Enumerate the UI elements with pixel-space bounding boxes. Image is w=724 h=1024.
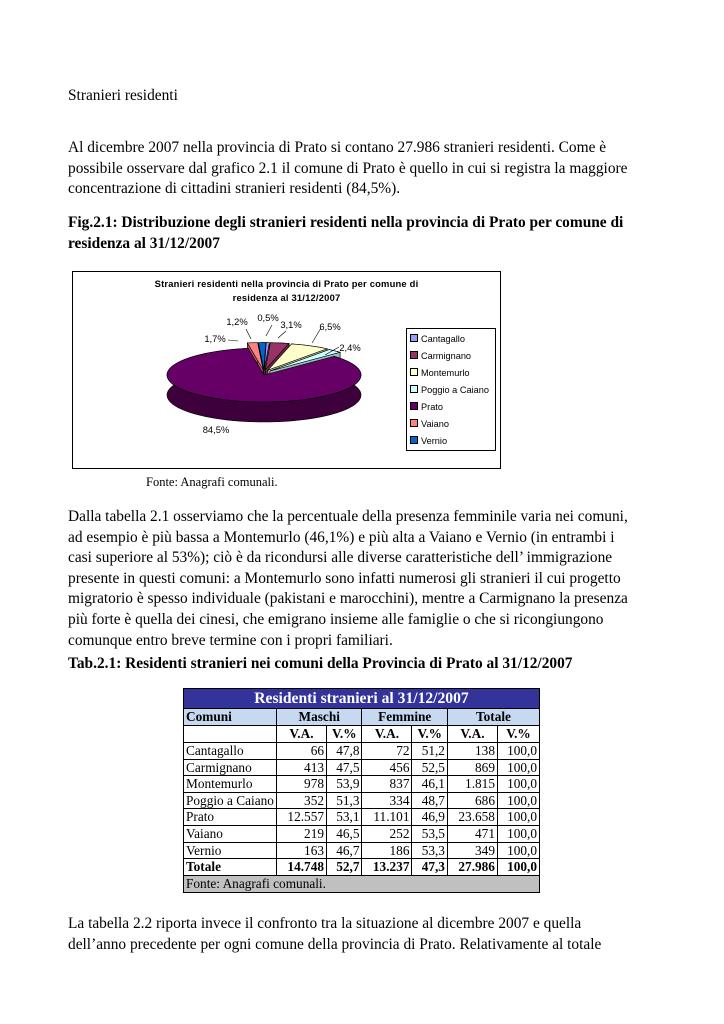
cell-value: 138 <box>447 743 497 760</box>
cell-value: 186 <box>362 842 412 859</box>
cell-value: 11.101 <box>362 809 412 826</box>
legend-label: Poggio a Caiano <box>421 385 489 395</box>
table-caption: Tab.2.1: Residenti stranieri nei comuni della Provincia di Prato al 31/12/2007 <box>68 655 573 672</box>
header-femmine: Femmine <box>362 709 447 726</box>
table-row <box>184 825 540 842</box>
legend-item <box>410 333 465 345</box>
text-line: Dalla tabella 2.1 osserviamo che la percentuale della presenza femminile varia nei comuni, <box>68 508 628 525</box>
table-row <box>184 759 540 776</box>
chart-title-line: Stranieri residenti nella provincia di Prato per comune di <box>154 278 419 289</box>
table-title-row <box>184 689 540 709</box>
header-totale: Totale <box>447 709 539 726</box>
cell-total: 52,7 <box>327 859 362 876</box>
table-source-row <box>184 875 540 892</box>
header-va: V.A. <box>362 726 412 743</box>
legend-item <box>410 418 449 430</box>
cell-total: 47,3 <box>412 859 447 876</box>
cell-value: 686 <box>447 792 497 809</box>
chart-legend <box>406 328 496 451</box>
text-line: presente in questi comuni: a Montemurlo sono infatti numerosi gli stranieri il cui progetto <box>68 569 621 587</box>
cell-comune: Poggio a Caiano <box>184 792 277 809</box>
header-va: V.A. <box>277 726 327 743</box>
table-source: Fonte: Anagrafi comunali. <box>184 875 540 892</box>
cell-value: 72 <box>362 743 412 760</box>
cell-value: 100,0 <box>497 743 539 760</box>
text-line: ad esempio è più bassa a Montemurlo (46,1%) e più alta a Vaiano e Vernio (in entrambi i <box>68 528 615 546</box>
legend-label: Prato <box>421 402 443 412</box>
table-total-row <box>184 859 540 876</box>
cell-value: 53,1 <box>327 809 362 826</box>
residents-table <box>183 688 540 893</box>
cell-value: 100,0 <box>497 792 539 809</box>
cell-value: 53,3 <box>412 842 447 859</box>
cell-value: 869 <box>447 759 497 776</box>
label-leader-line <box>228 340 238 341</box>
cell-value: 53,9 <box>327 776 362 793</box>
cell-value: 12.557 <box>277 809 327 826</box>
cell-value: 51,2 <box>412 743 447 760</box>
cell-value: 51,3 <box>327 792 362 809</box>
cell-comune: Montemurlo <box>184 776 277 793</box>
cell-value: 334 <box>362 792 412 809</box>
legend-swatch <box>410 351 418 359</box>
label-leader-line <box>278 331 286 338</box>
table-row <box>184 776 540 793</box>
text-line: residenza al 31/12/2007 <box>68 234 220 252</box>
cell-value: 252 <box>362 825 412 842</box>
legend-label: Vaiano <box>421 419 449 429</box>
cell-value: 978 <box>277 776 327 793</box>
cell-value: 100,0 <box>497 776 539 793</box>
pie-data-label: 0,5% <box>257 312 279 323</box>
legend-label: Cantagallo <box>421 334 465 344</box>
cell-value: 100,0 <box>497 759 539 776</box>
cell-total: 27.986 <box>447 859 497 876</box>
cell-value: 219 <box>277 825 327 842</box>
header-va: V.A. <box>447 726 497 743</box>
header-vp: V.% <box>412 726 447 743</box>
cell-value: 53,5 <box>412 825 447 842</box>
cell-value: 46,1 <box>412 776 447 793</box>
cell-value: 47,8 <box>327 743 362 760</box>
table-sub-header-row <box>184 726 540 743</box>
cell-value: 352 <box>277 792 327 809</box>
cell-value: 48,7 <box>412 792 447 809</box>
cell-value: 47,5 <box>327 759 362 776</box>
pie-data-label: 6,5% <box>319 321 341 332</box>
text-line: dell’anno precedente per ogni comune della provincia di Prato. Relativamente al totale <box>68 935 602 953</box>
pie-data-label: 1,2% <box>226 316 248 327</box>
cell-value: 52,5 <box>412 759 447 776</box>
table-group-header-row <box>184 709 540 726</box>
cell-comune: Prato <box>184 809 277 826</box>
text-line: comunque entro breve termine con i propri familiari. <box>68 631 393 649</box>
legend-item <box>410 401 443 413</box>
pie-data-label: 84,5% <box>202 424 230 435</box>
cell-total-label: Totale <box>184 859 277 876</box>
legend-item <box>410 435 447 447</box>
cell-value: 471 <box>447 825 497 842</box>
text-line: concentrazione di cittadini stranieri residenti (84,5%). <box>68 180 401 198</box>
figure-source: Fonte: Anagrafi comunali. <box>146 475 278 489</box>
text-line: più forte è quella dei cinesi, che emigrano insieme alle famiglie o che si ricongiungono <box>68 610 604 628</box>
header-empty <box>184 726 277 743</box>
cell-value: 100,0 <box>497 825 539 842</box>
cell-total: 14.748 <box>277 859 327 876</box>
section-heading: Stranieri residenti <box>68 87 178 104</box>
text-line: possibile osservare dal grafico 2.1 il comune di Prato è quello in cui si registra la maggiore <box>68 159 628 177</box>
cell-value: 46,9 <box>412 809 447 826</box>
legend-label: Vernio <box>421 436 448 446</box>
header-comuni: Comuni <box>184 709 277 726</box>
cell-value: 66 <box>277 743 327 760</box>
cell-value: 1.815 <box>447 776 497 793</box>
table-row <box>184 842 540 859</box>
cell-value: 413 <box>277 759 327 776</box>
pie-data-label: 2,4% <box>339 342 361 353</box>
text-line: casi superiore al 53%); ciò è da ricondursi alle diverse caratteristiche dell’ immigrazione <box>68 549 613 567</box>
cell-value: 456 <box>362 759 412 776</box>
label-leader-line <box>266 325 272 336</box>
legend-label: Montemurlo <box>421 368 470 378</box>
table-row <box>184 792 540 809</box>
text-line: Al dicembre 2007 nella provincia di Prato si contano 27.986 stranieri residenti. Come è <box>68 139 607 156</box>
legend-swatch <box>410 402 418 410</box>
cell-comune: Vaiano <box>184 825 277 842</box>
cell-total: 13.237 <box>362 859 412 876</box>
legend-label: Carmignano <box>421 351 472 361</box>
text-line: Fig.2.1: Distribuzione degli stranieri residenti nella provincia di Prato per comune di <box>68 214 624 231</box>
header-vp: V.% <box>327 726 362 743</box>
paragraph-closing <box>68 914 655 955</box>
legend-item <box>410 350 471 362</box>
table-title: Residenti stranieri al 31/12/2007 <box>184 689 540 709</box>
label-leader-line <box>246 329 251 339</box>
pie-data-label: 1,7% <box>204 333 226 344</box>
table-row <box>184 743 540 760</box>
cell-comune: Vernio <box>184 842 277 859</box>
cell-value: 46,7 <box>327 842 362 859</box>
cell-value: 100,0 <box>497 842 539 859</box>
table-row <box>184 809 540 826</box>
header-maschi: Maschi <box>277 709 362 726</box>
text-line: La tabella 2.2 riporta invece il confronto tra la situazione al dicembre 2007 e quella <box>68 915 582 932</box>
cell-value: 46,5 <box>327 825 362 842</box>
cell-value: 100,0 <box>497 809 539 826</box>
cell-value: 349 <box>447 842 497 859</box>
legend-item <box>410 384 489 396</box>
pie-data-label: 3,1% <box>280 319 302 330</box>
cell-total: 100,0 <box>497 859 539 876</box>
cell-value: 837 <box>362 776 412 793</box>
paragraph-analysis <box>68 507 655 651</box>
legend-item <box>410 367 470 379</box>
legend-swatch <box>410 334 418 342</box>
text-line: migratorio è spesso individuale (pakistani e marocchini), mentre a Carmignano la presenza <box>68 590 628 608</box>
cell-comune: Carmignano <box>184 759 277 776</box>
cell-comune: Cantagallo <box>184 743 277 760</box>
cell-value: 23.658 <box>447 809 497 826</box>
legend-swatch <box>410 436 418 444</box>
legend-swatch <box>410 419 418 427</box>
legend-swatch <box>410 385 418 393</box>
header-vp: V.% <box>497 726 539 743</box>
chart-title-line: residenza al 31/12/2007 <box>232 292 341 303</box>
cell-value: 163 <box>277 842 327 859</box>
legend-swatch <box>410 368 418 376</box>
